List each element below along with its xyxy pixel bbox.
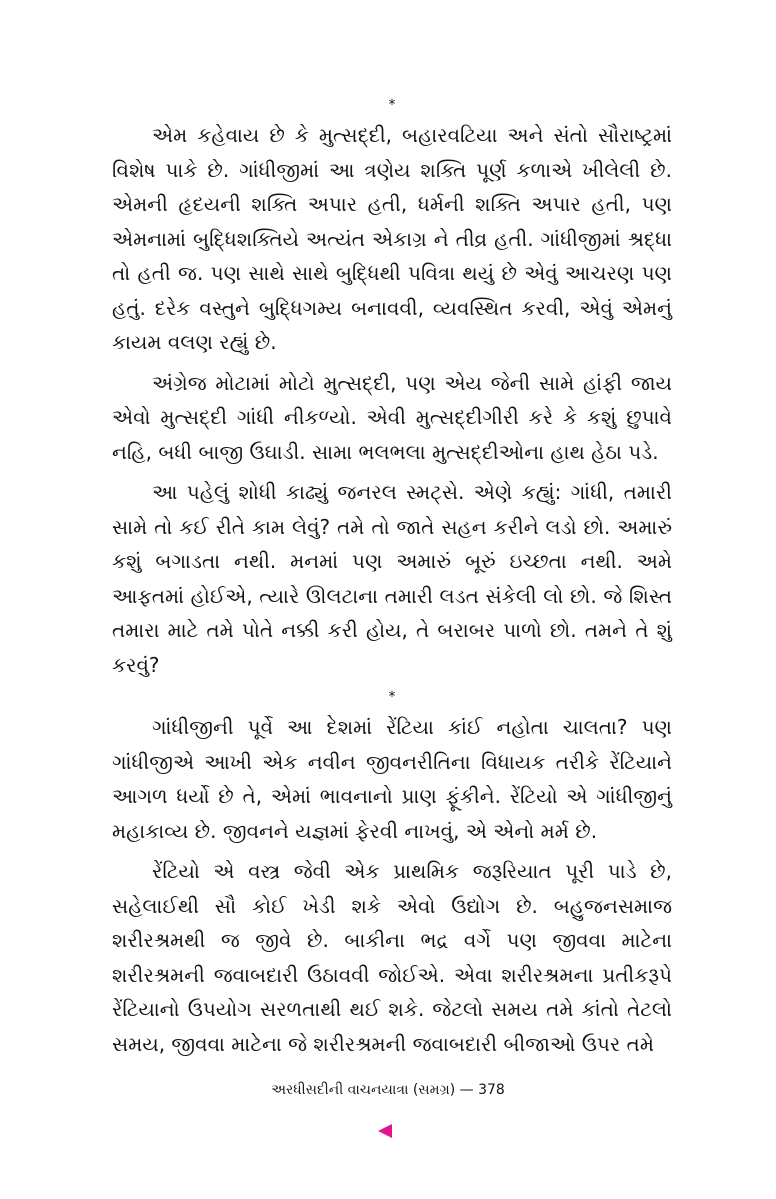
paragraph: આ પહેલું શોધી કાઢ્યું જનરલ સ્મટ્સે. એણે કહ્યું: ગાંધી, તમારી સામે તો કઈ રીતે કામ લેવું? તમે તો જાતે સહન કરીને લડો છો. અમારું કશું બગાડતા નથી. મનમાં પણ અમારું બૂરું ઇચ્છતા નથી. અમે આફતમાં હોઈએ, ત્યારે ઊલટાના તમારી લડત સંકેલી લો છો. જે શિસ્ત તમારા માટે તમે પોતે નક્કી કરી હોય, તે બરાબર પાળો છો. તમને તે શું કરવું? [112,480,672,677]
paragraph: ગાંધીજીની પૂર્વે આ દેશમાં રેંટિયા કાંઈ નહોતા ચાલતા? પણ ગાંધીજીએ આખી એક નવીન જીવનરીતિના વિધાયક તરીકે રેંટિયાને આગળ ધર્યો છે તે, એમાં ભાવનાનો પ્રાણ ફૂંકીને. રેંટિયો એ ગાંધીજીનું મહાકાવ્ય છે. જીવનને યજ્ઞમાં ફેરવી નાખવું, એ એનો મર્મ છે. [112,715,672,843]
page-footer: અરધીસદીની વાચનયાત્રા (સમગ્ર) — 378 [271,1082,505,1098]
section-separator: * [388,689,396,705]
paragraph: અંગ્રેજ મોટામાં મોટો મુત્સદ્દી, પણ એય જેની સામે હાંફી જાય એવો મુત્સદ્દી ગાંધી નીકળ્યો. એવી મુત્સદ્દીગીરી કરે કે કશું છુપાવે નહિ, બધી બાજી ઉઘાડી. સામા ભલભલા મુત્સદ્દીઓના હાથ હેઠા પડે. [112,370,672,464]
paragraph: એમ કહેવાય છે કે મુત્સદ્દી, બહારવટિયા અને સંતો સૌરાષ્ટ્રમાં વિશેષ પાકે છે. ગાંધીજીમાં આ ત્રણેય શક્તિ પૂર્ણ કળાએ ખીલેલી છે. એમની હૃદયની શક્તિ અપાર હતી, ધર્મની શક્તિ અપાર હતી, પણ એમનામાં બુદ્ધિશક્તિયે અત્યંત એકાગ્ર ને તીવ્ર હતી. ગાંધીજીમાં શ્રદ્ધા તો હતી જ. પણ સાથે સાથે બુદ્ધિથી પવિત્રા થયું છે એવું આચરણ પણ હતું. દરેક વસ્તુને બુદ્ધિગમ્ય બનાવવી, વ્યવસ્થિત કરવી, એવું એમનું કાયમ વલણ રહ્યું છે. [112,123,672,354]
prev-page-arrow-icon[interactable] [378,1124,392,1138]
paragraph: રેંટિયો એ વસ્ત્ર જેવી એક પ્રાથમિક જરૂરિયાત પૂરી પાડે છે, સહેલાઈથી સૌ કોઈ ખેડી શકે એવો ઉદ્યોગ છે. બહુજનસમાજ શરીરશ્રમથી જ જીવે છે. બાકીના ભદ્ર વર્ગે પણ જીવવા માટેના શરીરશ્રમની જવાબદારી ઉઠાવવી જોઈએ. એવા શરીરશ્રમના પ્રતીકરૂપે રેંટિયાનો ઉપયોગ સરળતાથી થઈ શકે. જેટલો સમય તમે કાંતો તેટલો સમય, જીવવા માટેના જે શરીરશ્રમની જવાબદારી બીજાઓ ઉપર તમે [112,859,672,1056]
page-content [112,96,672,1067]
section-separator: * [388,97,396,113]
